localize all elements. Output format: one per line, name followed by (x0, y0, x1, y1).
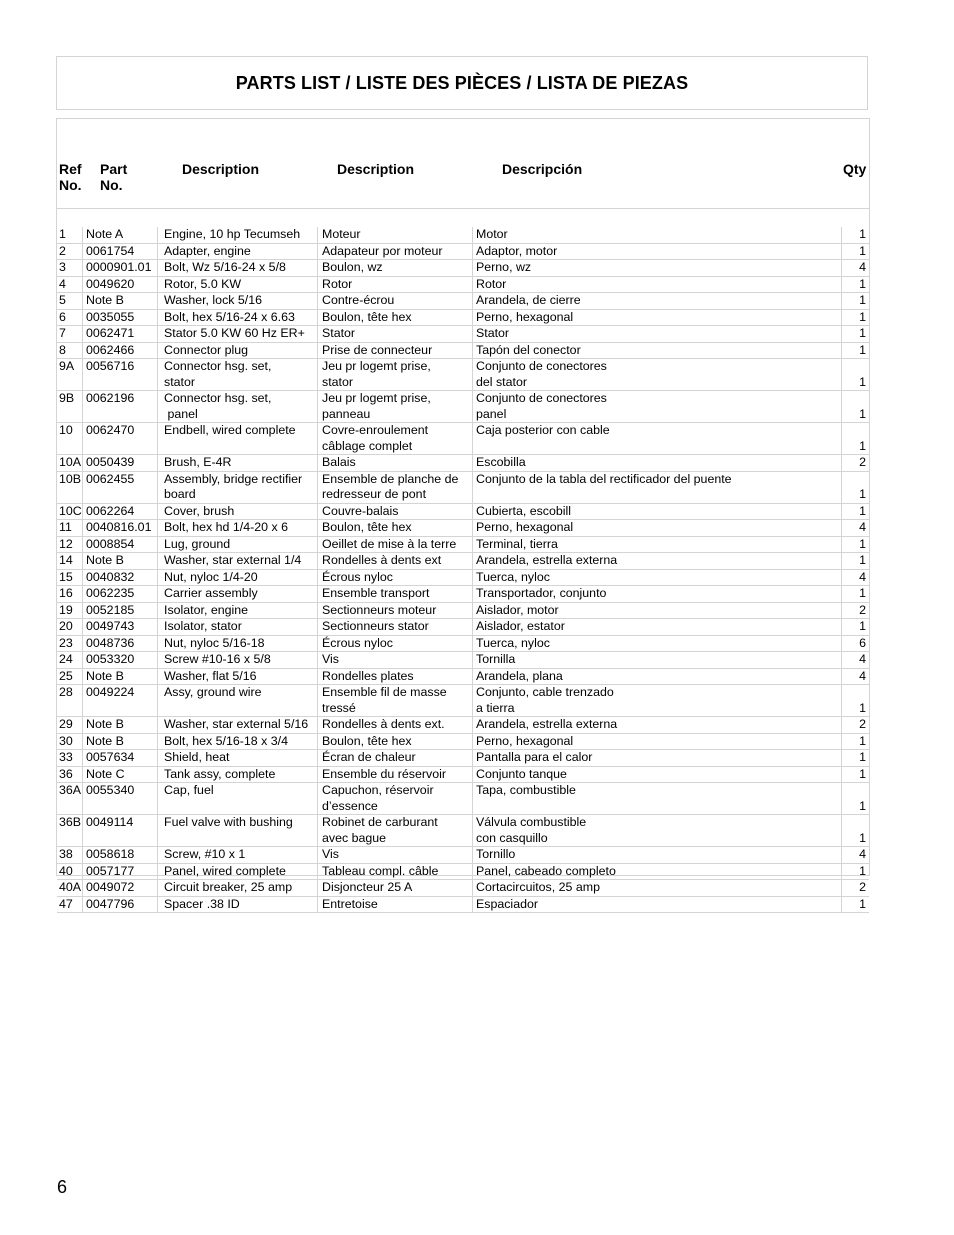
description-fr-cell: Écrous nyloc (318, 570, 473, 586)
ref-cell: 10C (59, 503, 82, 518)
qty-value: 1 (859, 863, 866, 878)
qty-cell (842, 880, 869, 896)
qty-cell (842, 326, 869, 342)
ref-cell: 30 (57, 734, 83, 750)
qty-cell (842, 897, 869, 913)
ref-cell: 1 (57, 227, 83, 243)
table-row (57, 734, 869, 751)
description-es-cell: Cortacircuitos, 25 amp (473, 880, 842, 896)
description-fr-cell: Ensemble transport (318, 586, 473, 602)
ref-cell: 11 (57, 520, 83, 536)
description-en-cell: Assembly, bridge rectifier board (158, 472, 318, 503)
ref-cell: 10 (57, 423, 83, 454)
description-en-cell: Engine, 10 hp Tecumseh (158, 227, 318, 243)
description-es-cell: Conjunto tanque (473, 767, 842, 783)
qty-value: 1 (859, 830, 866, 845)
description-fr-cell: Ensemble de planche de redresseur de pont (318, 472, 473, 503)
qty-cell (842, 391, 869, 422)
qty-cell (842, 847, 869, 863)
qty-value: 2 (859, 880, 866, 894)
description-fr-cell: Oeillet de mise à la terre (318, 537, 473, 553)
qty-value: 1 (859, 309, 866, 324)
table-row (57, 864, 869, 881)
ref-cell: 8 (57, 343, 83, 359)
qty-cell (842, 343, 869, 359)
qty-cell (842, 685, 869, 716)
qty-value: 4 (859, 652, 866, 666)
description-fr-cell: Jeu pr logemt prise, stator (318, 359, 473, 390)
qty-value: 1 (859, 503, 866, 518)
part-no-cell: 0035055 (83, 310, 158, 326)
table-row (57, 391, 869, 423)
table-row (57, 260, 869, 277)
qty-cell (842, 310, 869, 326)
ref-cell: 9B (57, 391, 83, 422)
qty-cell (842, 815, 869, 846)
qty-value: 1 (859, 750, 866, 764)
qty-cell (842, 864, 869, 880)
table-row (57, 293, 869, 310)
description-es-cell: Arandela, estrella externa (473, 553, 842, 569)
description-en-cell: Connector hsg. set, panel (158, 391, 318, 422)
part-no-cell: Note B (83, 734, 158, 750)
table-row (57, 537, 869, 554)
table-row (57, 326, 869, 343)
ref-cell: 12 (57, 537, 83, 553)
page-title: PARTS LIST / LISTE DES PIÈCES / LISTA DE PIEZAS (235, 72, 689, 93)
description-es-cell: Tuerca, nyloc (473, 570, 842, 586)
description-fr-cell: Sectionneurs moteur (318, 603, 473, 619)
ref-cell: 5 (57, 293, 83, 309)
part-no-cell: 0062264 (83, 504, 158, 520)
table-row (57, 847, 869, 864)
part-no-cell: Note B (83, 553, 158, 569)
description-fr-cell: Sectionneurs stator (318, 619, 473, 635)
description-es-cell: Tapa, combustible (473, 783, 842, 814)
part-no-cell: 0040832 (83, 570, 158, 586)
description-fr-cell: Capuchon, réservoir d’essence (318, 783, 473, 814)
description-fr-cell: Moteur (318, 227, 473, 243)
description-es-cell: Perno, hexagonal (473, 520, 842, 536)
ref-cell: 6 (57, 310, 83, 326)
description-fr-cell: Rondelles à dents ext (318, 553, 473, 569)
description-es-cell: Válvula combustible con casquillo (473, 815, 842, 846)
ref-cell: 24 (57, 652, 83, 668)
qty-cell (842, 359, 869, 390)
description-en-cell: Nut, nyloc 5/16-18 (158, 636, 318, 652)
description-es-cell: Caja posterior con cable (473, 423, 842, 454)
table-row (57, 586, 869, 603)
table-row (57, 619, 869, 636)
description-es-cell: Arandela, estrella externa (473, 717, 842, 733)
part-no-cell: 0049114 (83, 815, 158, 846)
description-en-cell: Fuel valve with bushing (158, 815, 318, 846)
qty-cell (842, 293, 869, 309)
table-row (57, 570, 869, 587)
table-header (57, 119, 869, 209)
description-fr-cell: Boulon, tête hex (318, 310, 473, 326)
description-en-cell: Washer, star external 5/16 (158, 717, 318, 733)
part-no-cell: 0056716 (83, 359, 158, 390)
table-row (57, 343, 869, 360)
part-no-cell: 0055340 (83, 783, 158, 814)
description-en-cell: Isolator, engine (158, 603, 318, 619)
description-es-cell: Panel, cabeado completo (473, 864, 842, 880)
description-fr-cell: Vis (318, 847, 473, 863)
header-description-fr: Description (337, 161, 415, 177)
table-row (57, 685, 869, 717)
table-row (57, 897, 869, 914)
description-fr-cell: Jeu pr logemt prise, panneau (318, 391, 473, 422)
ref-cell: 25 (57, 669, 83, 685)
description-en-cell: Brush, E-4R (158, 455, 318, 471)
description-en-cell: Washer, flat 5/16 (158, 669, 318, 685)
description-fr-cell: Covre-enroulement câblage complet (318, 423, 473, 454)
part-no-cell: 0050439 (83, 455, 158, 471)
qty-cell (842, 734, 869, 750)
description-fr-cell: Balais (318, 455, 473, 471)
table-row (57, 227, 869, 244)
ref-cell: 33 (57, 750, 83, 766)
ref-cell: 19 (57, 603, 83, 619)
table-row (57, 652, 869, 669)
ref-cell: 2 (57, 244, 83, 260)
description-en-cell: Shield, heat (158, 750, 318, 766)
qty-value: 6 (859, 635, 866, 650)
description-en-cell: Tank assy, complete (158, 767, 318, 783)
description-es-cell: Cubierta, escobill (473, 504, 842, 520)
part-no-cell: 0053320 (83, 652, 158, 668)
description-es-cell: Conjunto de conectores panel (473, 391, 842, 422)
qty-value: 1 (859, 766, 866, 781)
description-en-cell: Washer, lock 5/16 (158, 293, 318, 309)
description-en-cell: Connector plug (158, 343, 318, 359)
description-en-cell: Spacer .38 ID (158, 897, 318, 913)
part-no-cell: 0049743 (83, 619, 158, 635)
part-no-cell: 0062466 (83, 343, 158, 359)
qty-value: 1 (859, 553, 866, 567)
qty-cell (842, 783, 869, 814)
description-es-cell: Transportador, conjunto (473, 586, 842, 602)
ref-cell: 29 (57, 717, 83, 733)
ref-cell: 20 (57, 619, 83, 635)
qty-value: 1 (859, 342, 866, 357)
description-es-cell: Rotor (473, 277, 842, 293)
ref-cell: 7 (57, 326, 83, 342)
description-en-cell: Screw, #10 x 1 (158, 847, 318, 863)
part-no-cell: 0040816.01 (83, 520, 158, 536)
qty-cell (842, 636, 869, 652)
table-body (57, 227, 869, 913)
table-row (57, 553, 869, 570)
table-row (57, 669, 869, 686)
qty-cell (842, 277, 869, 293)
table-row (57, 750, 869, 767)
ref-cell: 10B (57, 472, 83, 503)
description-en-cell: Connector hsg. set, stator (158, 359, 318, 390)
description-en-cell: Cover, brush (158, 504, 318, 520)
part-no-cell: 0047796 (83, 897, 158, 913)
description-en-cell: Bolt, Wz 5/16-24 x 5/8 (158, 260, 318, 276)
ref-cell: 28 (57, 685, 83, 716)
qty-cell (842, 603, 869, 619)
description-fr-cell: Ensemble fil de masse tressé (318, 685, 473, 716)
part-no-cell: 0052185 (83, 603, 158, 619)
part-no-cell: 0061754 (83, 244, 158, 260)
description-es-cell: Terminal, tierra (473, 537, 842, 553)
part-no-cell: 0058618 (83, 847, 158, 863)
description-fr-cell: Entretoise (318, 897, 473, 913)
part-no-cell: 0057634 (83, 750, 158, 766)
description-fr-cell: Couvre-balais (318, 504, 473, 520)
description-es-cell: Conjunto de la tabla del rectificador del puente (473, 472, 842, 503)
ref-cell: 23 (57, 636, 83, 652)
qty-value: 1 (859, 896, 866, 911)
table-row (57, 603, 869, 620)
ref-cell: 3 (57, 260, 83, 276)
qty-value: 4 (859, 847, 866, 861)
description-es-cell: Perno, hexagonal (473, 734, 842, 750)
description-es-cell: Espaciador (473, 897, 842, 913)
part-no-cell: 0049620 (83, 277, 158, 293)
part-no-cell: 0000901.01 (83, 260, 158, 276)
header-description-en: Description (182, 161, 260, 177)
parts-table (56, 118, 870, 911)
description-en-cell: Bolt, hex 5/16-24 x 6.63 (158, 310, 318, 326)
description-es-cell: Aislador, estator (473, 619, 842, 635)
qty-cell (842, 652, 869, 668)
qty-value: 1 (859, 243, 866, 258)
qty-value: 1 (859, 798, 866, 813)
header-ref: Ref No. (59, 161, 82, 193)
description-en-cell: Nut, nyloc 1/4-20 (158, 570, 318, 586)
qty-value: 1 (859, 700, 866, 715)
description-es-cell: Tornilla (473, 652, 842, 668)
qty-value: 2 (859, 455, 866, 469)
ref-cell: 38 (57, 847, 83, 863)
qty-value: 1 (859, 438, 866, 453)
description-fr-cell: Adapateur por moteur (318, 244, 473, 260)
description-en-cell: Bolt, hex 5/16-18 x 3/4 (158, 734, 318, 750)
qty-cell (842, 586, 869, 602)
description-es-cell: Escobilla (473, 455, 842, 471)
qty-value: 1 (859, 326, 866, 340)
header-part: Part No. (100, 161, 128, 193)
qty-cell (842, 520, 869, 536)
ref-cell: 36A (57, 783, 83, 814)
description-en-cell: Screw #10-16 x 5/8 (158, 652, 318, 668)
part-no-cell: 0057177 (83, 864, 158, 880)
part-no-cell: Note B (83, 293, 158, 309)
description-en-cell: Washer, star external 1/4 (158, 553, 318, 569)
description-es-cell: Conjunto, cable trenzado a tierra (473, 685, 842, 716)
description-es-cell: Perno, wz (473, 260, 842, 276)
description-en-cell: Panel, wired complete (158, 864, 318, 880)
description-es-cell: Arandela, de cierre (473, 293, 842, 309)
table-row (57, 310, 869, 327)
ref-cell: 9A (57, 359, 83, 390)
table-row (57, 636, 869, 653)
qty-value: 2 (859, 602, 866, 617)
table-row (57, 815, 869, 847)
part-no-cell: 0049072 (83, 880, 158, 896)
qty-cell (842, 717, 869, 733)
table-row (57, 277, 869, 294)
table-row (57, 520, 869, 537)
qty-cell (842, 767, 869, 783)
description-en-cell: Rotor, 5.0 KW (158, 277, 318, 293)
table-row (57, 717, 869, 734)
table-row (57, 767, 869, 784)
part-no-cell: 0049224 (83, 685, 158, 716)
description-fr-cell: Rotor (318, 277, 473, 293)
description-es-cell: Adaptor, motor (473, 244, 842, 260)
description-en-cell: Endbell, wired complete (158, 423, 318, 454)
table-row (57, 244, 869, 261)
table-row (57, 504, 869, 521)
part-no-cell: 0048736 (83, 636, 158, 652)
description-en-cell: Cap, fuel (158, 783, 318, 814)
description-en-cell: Stator 5.0 KW 60 Hz ER+ (158, 326, 318, 342)
ref-cell: 16 (57, 586, 83, 602)
description-en-cell: Carrier assembly (158, 586, 318, 602)
description-fr-cell: Rondelles plates (318, 669, 473, 685)
part-no-cell: Note A (83, 227, 158, 243)
part-no-cell: 0062470 (83, 423, 158, 454)
description-fr-cell: Rondelles à dents ext. (318, 717, 473, 733)
qty-value: 1 (859, 276, 866, 291)
qty-cell (842, 570, 869, 586)
description-es-cell: Perno, hexagonal (473, 310, 842, 326)
part-no-cell: 0062471 (83, 326, 158, 342)
description-en-cell: Adapter, engine (158, 244, 318, 260)
description-es-cell: Conjunto de conectores del stator (473, 359, 842, 390)
qty-value: 1 (859, 227, 866, 241)
description-fr-cell: Robinet de carburant avec bague (318, 815, 473, 846)
description-es-cell: Tapón del conector (473, 343, 842, 359)
ref-cell: 36B (57, 815, 83, 846)
table-row (57, 423, 869, 455)
description-es-cell: Tornillo (473, 847, 842, 863)
description-fr-cell: Prise de connecteur (318, 343, 473, 359)
table-row (57, 359, 869, 391)
description-fr-cell: Vis (318, 652, 473, 668)
page-number: 6 (57, 1177, 68, 1197)
qty-value: 1 (859, 733, 866, 748)
qty-cell (842, 227, 869, 243)
description-fr-cell: Écran de chaleur (318, 750, 473, 766)
qty-value: 1 (859, 293, 866, 307)
description-fr-cell: Boulon, tête hex (318, 520, 473, 536)
description-fr-cell: Ensemble du réservoir (318, 767, 473, 783)
qty-value: 1 (859, 536, 866, 551)
description-fr-cell: Boulon, wz (318, 260, 473, 276)
ref-cell: 4 (57, 277, 83, 293)
part-no-cell: 0062455 (83, 472, 158, 503)
description-fr-cell: Écrous nyloc (318, 636, 473, 652)
qty-cell (842, 504, 869, 520)
qty-cell (842, 553, 869, 569)
qty-value: 4 (859, 260, 866, 274)
description-en-cell: Isolator, stator (158, 619, 318, 635)
qty-value: 1 (859, 586, 866, 600)
qty-value: 1 (859, 487, 866, 501)
part-no-cell: Note C (83, 767, 158, 783)
description-fr-cell: Contre-écrou (318, 293, 473, 309)
qty-cell (842, 244, 869, 260)
qty-cell (842, 472, 869, 503)
description-en-cell: Circuit breaker, 25 amp (158, 880, 318, 896)
qty-cell (842, 669, 869, 685)
description-es-cell: Tuerca, nyloc (473, 636, 842, 652)
ref-cell: 40 (57, 864, 83, 880)
qty-value: 1 (859, 619, 866, 633)
part-no-cell: 0062235 (83, 586, 158, 602)
qty-cell (842, 619, 869, 635)
part-no-cell: 0062196 (83, 391, 158, 422)
ref-cell: 10A (59, 455, 82, 469)
qty-cell (842, 750, 869, 766)
description-es-cell: Arandela, plana (473, 669, 842, 685)
qty-cell (842, 423, 869, 454)
table-row (57, 880, 869, 897)
table-row (57, 472, 869, 504)
description-es-cell: Stator (473, 326, 842, 342)
description-en-cell: Lug, ground (158, 537, 318, 553)
description-fr-cell: Disjoncteur 25 A (318, 880, 473, 896)
part-no-cell: 0008854 (83, 537, 158, 553)
description-es-cell: Pantalla para el calor (473, 750, 842, 766)
description-es-cell: Motor (473, 227, 842, 243)
table-row (57, 783, 869, 815)
qty-value: 1 (859, 374, 866, 389)
description-fr-cell: Boulon, tête hex (318, 734, 473, 750)
part-no-cell: Note B (83, 717, 158, 733)
ref-cell: 36 (57, 767, 83, 783)
qty-value: 4 (859, 569, 866, 584)
ref-cell: 14 (57, 553, 83, 569)
ref-cell: 15 (57, 570, 83, 586)
ref-cell: 47 (57, 897, 83, 913)
description-fr-cell: Tableau compl. câble (318, 864, 473, 880)
description-es-cell: Aislador, motor (473, 603, 842, 619)
title-box (56, 56, 868, 110)
header-description-es: Descripción (502, 161, 583, 177)
header-qty: Qty (843, 161, 867, 177)
part-no-cell: Note B (83, 669, 158, 685)
qty-value: 1 (859, 406, 866, 421)
qty-cell (842, 455, 869, 471)
qty-cell (842, 260, 869, 276)
description-en-cell: Assy, ground wire (158, 685, 318, 716)
table-row (57, 455, 869, 472)
qty-cell (842, 537, 869, 553)
ref-cell: 40A (59, 880, 82, 894)
qty-value: 4 (859, 520, 866, 534)
qty-value: 4 (859, 668, 866, 683)
qty-value: 2 (859, 717, 866, 731)
description-fr-cell: Stator (318, 326, 473, 342)
description-en-cell: Bolt, hex hd 1/4-20 x 6 (158, 520, 318, 536)
